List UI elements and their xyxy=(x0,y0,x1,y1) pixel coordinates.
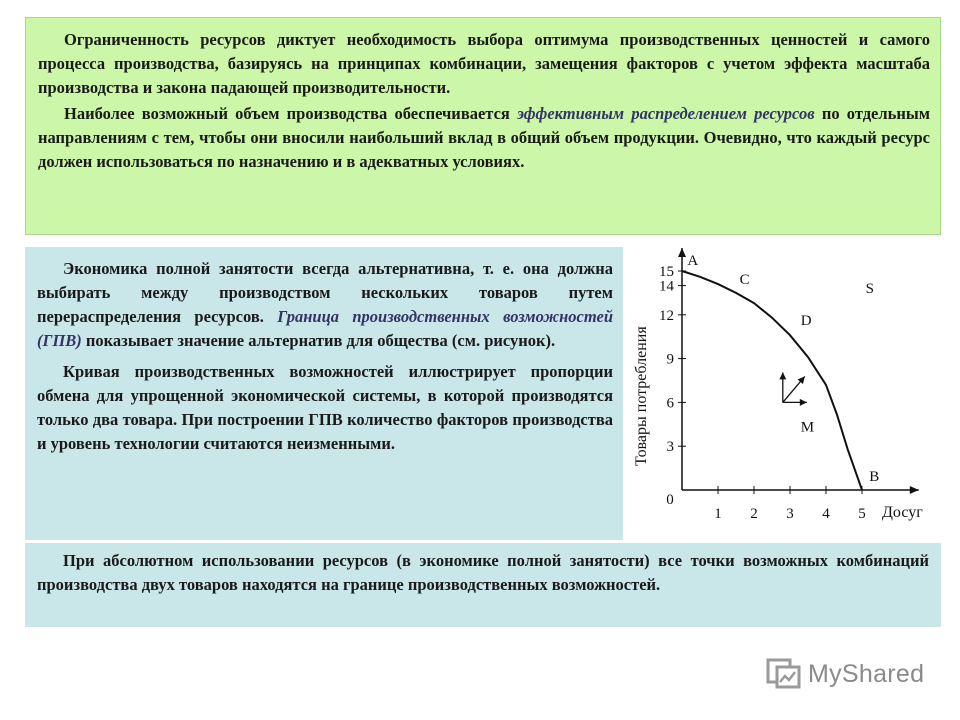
full-employment-text-start: Экономика полной занятости всегда альтернативна, т. е. она должна выбирать между производством нескольких товаров путем перераспределения ресурсов. xyxy=(37,259,613,326)
y-tick-label: 6 xyxy=(666,395,674,412)
y-axis-arrowhead xyxy=(678,248,686,257)
direction-arrowhead xyxy=(779,372,786,379)
distribution-text-end: по отдельным направлениям с тем, чтобы они вносили наибольший вклад в общий объем продукции. Очевидно, что каждый ресурс должен использоваться по назначению и в адекватных условиях. xyxy=(38,104,930,171)
watermark-logo xyxy=(766,656,936,692)
ppf-term: Граница производственных возможностей (ГПВ) xyxy=(37,307,613,350)
y-axis-label: Товары потребления xyxy=(633,326,650,466)
ppf-curve-paragraph: Кривая производственных возможностей иллюстрирует пропорции обмена для упрощенной экономической системы, в которой производятся только два товара. При построении ГПВ количество факторов производства и уровень технологии считаются неизменными. xyxy=(37,362,613,453)
ppf-curve xyxy=(682,271,862,490)
intro-paragraph: Ограниченность ресурсов диктует необходимость выбора оптимума производственных ценностей и самого процесса производства, базируясь на принципах комбинации, замещения факторов с учетом эффекта масштаба производства и закона падающей производительности. xyxy=(38,30,930,97)
x-axis-arrowhead xyxy=(910,486,919,494)
x-tick-label: 4 xyxy=(822,506,830,522)
watermark-brand: MyShared xyxy=(808,660,925,688)
chart-axes xyxy=(678,248,919,494)
x-axis-label: Досуг xyxy=(882,504,923,521)
point-label-m: M xyxy=(800,419,815,436)
y-tick-label: 15 xyxy=(659,264,674,280)
intro-text-block xyxy=(25,17,941,235)
x-tick-label: 2 xyxy=(750,506,758,522)
point-label-s: S xyxy=(865,280,874,297)
x-tick-label: 1 xyxy=(714,506,722,522)
highlighted-term: эффективным распределением ресурсов xyxy=(517,104,815,123)
point-label-a: A xyxy=(687,253,699,270)
full-employment-text-end: показывает значение альтернатив для общества (см. рисунок). xyxy=(81,331,556,350)
conclusion-paragraph: При абсолютном использовании ресурсов (в экономике полной занятости) все точки возможных комбинаций производства двух товаров находятся на границе производственных возможностей. xyxy=(37,551,929,594)
myshared-logo-icon xyxy=(766,656,802,690)
point-label-b: B xyxy=(869,469,880,486)
distribution-paragraph xyxy=(38,102,930,174)
distribution-text-start: Наиболее возможный объем производства обеспечивается xyxy=(64,104,518,123)
direction-arrows xyxy=(779,372,807,406)
ppf-text-block xyxy=(25,247,623,540)
x-tick-label: 0 xyxy=(666,492,674,508)
full-employment-paragraph xyxy=(37,257,613,353)
ppf-chart xyxy=(628,240,940,530)
conclusion-text-block xyxy=(25,543,941,627)
chart-ticks xyxy=(659,264,866,522)
y-tick-label: 14 xyxy=(659,278,674,295)
x-tick-label: 3 xyxy=(786,506,794,522)
y-tick-label: 3 xyxy=(666,439,674,456)
point-label-c: C xyxy=(739,272,750,289)
y-tick-label: 12 xyxy=(659,307,674,324)
direction-arrowhead xyxy=(800,399,807,406)
point-label-d: D xyxy=(800,313,812,330)
x-tick-label: 5 xyxy=(858,506,866,522)
point-labels xyxy=(687,253,879,485)
y-tick-label: 9 xyxy=(666,351,674,368)
